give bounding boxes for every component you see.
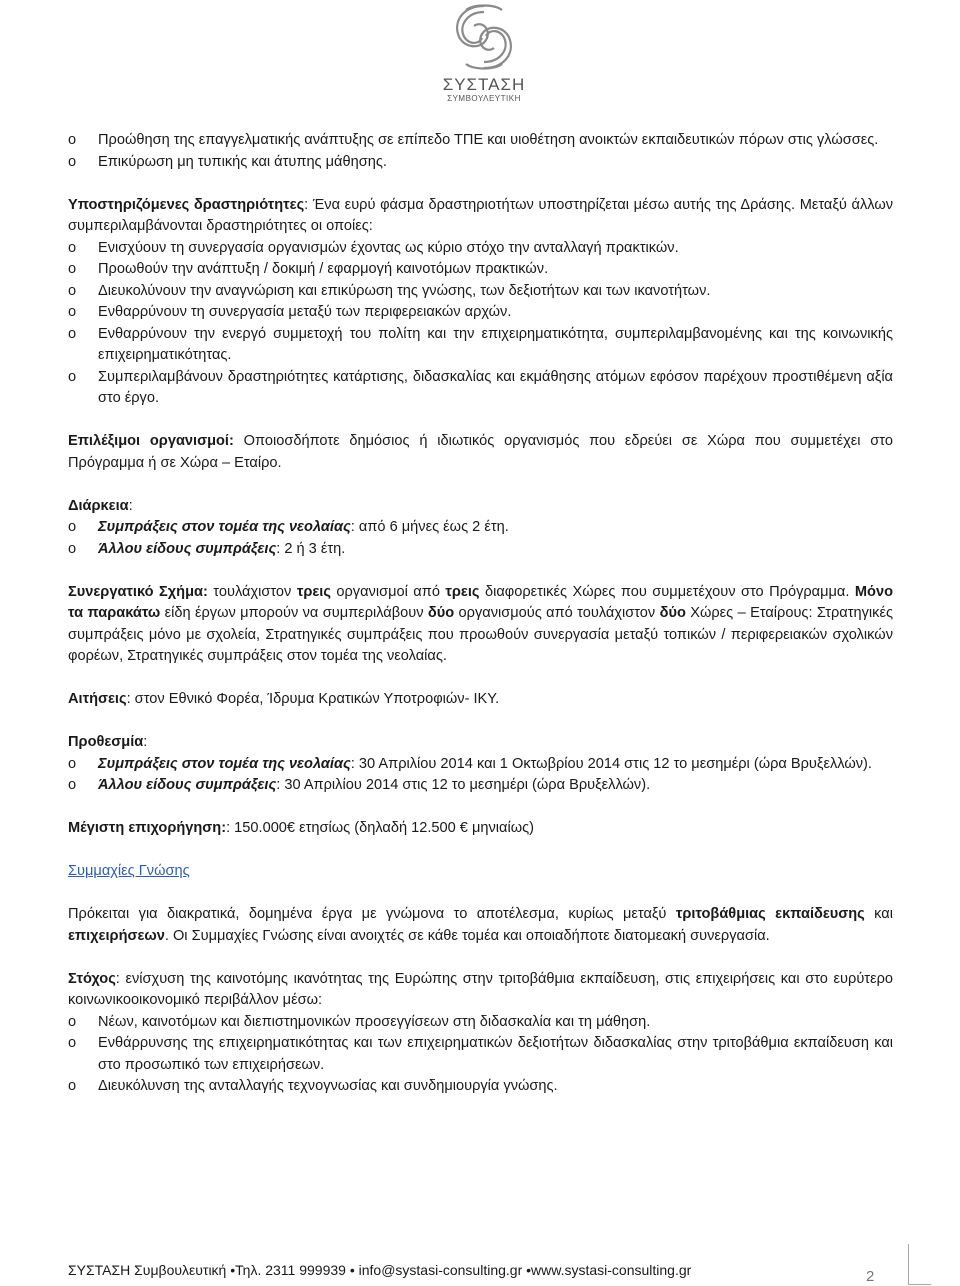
list-item	[68, 259, 893, 281]
bullet-glyph: o	[68, 304, 77, 320]
eligible-organisations-paragraph	[68, 431, 893, 474]
duration-item-emphasis: Άλλου είδους συμπράξεις	[98, 540, 277, 557]
scheme-bold: δύο	[427, 605, 455, 621]
list-item-text: Προώθηση της επαγγελματικής ανάπτυξης σε επίπεδο ΤΠΕ και υιοθέτηση ανοικτών εκπαιδευτικών πόρων στις γλώσσες.	[98, 132, 879, 148]
partnership-scheme-paragraph	[68, 582, 893, 668]
bullet-glyph: o	[68, 282, 77, 299]
list-item-text: Ενθάρρυνσης της επιχειρηματικότητας και των επιχειρηματικών δεξιοτήτων διδασκαλίας στην τριτοβάθμια εκπαίδευση και στο προσωπικό των επιχειρήσεων.	[98, 1035, 893, 1073]
eligible-text: Οποιοσδήποτε δημόσιος ή ιδιωτικός οργανισμός που εδρεύει σε Χώρα που συμμετέχει στο Πρόγραμμα ή σε Χώρα – Εταίρο.	[68, 433, 893, 471]
list-item	[68, 130, 893, 152]
list-item	[68, 281, 893, 303]
knowledge-bold: τριτοβάθμιας εκπαίδευσης	[675, 906, 865, 922]
list-item-text: Ενθαρρύνουν την ενεργό συμμετοχή του πολίτη και την επιχειρηματικότητα, συμπεριλαμβανομένης και της κοινωνικής επιχειρηματικότητας.	[98, 325, 893, 363]
list-item-text: Διευκολύνουν την αναγνώριση και επικύρωση της γνώσης, των δεξιοτήτων και των ικανοτήτων.	[98, 282, 711, 299]
list-item	[68, 1076, 893, 1098]
deadline-item-text: : 30 Απριλίου 2014 και 1 Οκτωβρίου 2014 στις 12 το μεσημέρι (ώρα Βρυξελλών).	[350, 755, 872, 772]
goal-text: : ενίσχυση της καινοτόμης ικανότητας της Ευρώπης στην τριτοβάθμια εκπαίδευση, στις επιχειρήσεις και στο ευρύτερο κοινωνικοοικονομικό περιβάλλον μέσω:	[68, 970, 893, 1008]
list-item	[68, 302, 893, 324]
scheme-bold: δύο	[659, 605, 686, 621]
scheme-text: οργανισμούς από τουλάχιστον	[454, 605, 660, 621]
logo-mark-icon	[444, 0, 524, 74]
goal-label: Στόχος	[68, 970, 116, 987]
scheme-text: είδη έργων μπορούν να συμπεριλάβουν	[160, 605, 428, 621]
knowledge-alliances-paragraph	[68, 904, 893, 947]
duration-item-emphasis: Συμπράξεις στον τομέα της νεολαίας	[98, 519, 351, 535]
logo-name: ΣΥΣΤΑΣΗ	[442, 75, 526, 94]
list-item	[68, 754, 893, 776]
applications-text: : στον Εθνικό Φορέα, Ίδρυμα Κρατικών Υποτροφιών- ΙΚΥ.	[126, 691, 500, 707]
deadline-item-emphasis: Άλλου είδους συμπράξεις	[98, 777, 277, 793]
knowledge-text: και	[864, 906, 893, 922]
duration-item-text: : από 6 μήνες έως 2 έτη.	[350, 519, 509, 535]
logo-subtitle: ΣΥΜΒΟΥΛΕΥΤΙΚΗ	[447, 94, 521, 103]
deadline-label: Προθεσμία	[68, 734, 144, 750]
scheme-label: Συνεργατικό Σχήμα:	[68, 583, 208, 600]
company-logo	[438, 0, 530, 108]
list-item	[68, 367, 893, 410]
deadline-item-emphasis: Συμπράξεις στον τομέα της νεολαίας	[98, 755, 351, 772]
duration-colon: :	[128, 497, 133, 514]
scheme-text: Χώρες – Εταίρους: Στρατηγικές συμπράξεις μόνο με σχολεία, Στρατηγικές συμπράξεις που προωθούν συνεργασία μεταξύ τοπικών / περιφερειακών σχολικών φορέων, Στρατηγικές συμπράξεις στον τομέα της νεολαίας.	[68, 605, 893, 664]
list-item-text: Ενισχύουν τη συνεργασία οργανισμών έχοντας ως κύριο στόχο την ανταλλαγή πρακτικών.	[98, 239, 679, 256]
page-corner-decoration	[908, 1244, 931, 1285]
bullet-glyph: o	[68, 540, 77, 557]
document-body	[68, 130, 893, 1098]
list-item	[68, 517, 893, 539]
max-grant-paragraph	[68, 818, 893, 840]
list-item	[68, 539, 893, 561]
list-item	[68, 1012, 893, 1034]
scheme-text: διαφορετικές Χώρες που συμμετέχουν στο Πρόγραμμα.	[479, 583, 855, 600]
bullet-glyph: o	[68, 368, 77, 385]
list-item-text: Διευκόλυνση της ανταλλαγής τεχνογνωσίας και συνδημιουργία γνώσης.	[98, 1078, 558, 1094]
bullet-glyph: o	[68, 239, 77, 256]
bullet-glyph: o	[68, 132, 77, 148]
list-item	[68, 238, 893, 260]
knowledge-alliances-heading: Συμμαχίες Γνώσης	[68, 863, 190, 879]
duration-label: Διάρκεια	[68, 497, 129, 514]
scheme-bold: τρεις	[445, 583, 480, 600]
bullet-glyph: o	[68, 261, 77, 277]
list-item	[68, 324, 893, 367]
max-grant-label: Μέγιστη επιχορήγηση:	[68, 820, 227, 836]
list-item-text: Ενθαρρύνουν τη συνεργασία μεταξύ των περιφερειακών αρχών.	[98, 304, 512, 320]
bullet-glyph: o	[68, 1013, 77, 1030]
bullet-glyph: o	[68, 1078, 77, 1094]
duration-heading	[68, 496, 893, 518]
duration-item-text: : 2 ή 3 έτη.	[276, 540, 346, 557]
deadline-colon: :	[143, 734, 148, 750]
list-item-text: Συμπεριλαμβάνουν δραστηριότητες κατάρτισης, διδασκαλίας και εκμάθησης ατόμων εφόσον παρέχουν προστιθέμενη αξία στο έργο.	[98, 368, 893, 406]
bullet-glyph: o	[68, 777, 77, 793]
supported-activities-paragraph	[68, 195, 893, 238]
scheme-bold: Μόνο τα παρακάτω	[68, 583, 893, 621]
list-item-text: Προωθούν την ανάπτυξη / δοκιμή / εφαρμογή καινοτόμων πρακτικών.	[98, 261, 549, 277]
supported-activities-text: : Ένα ευρύ φάσμα δραστηριοτήτων υποστηρίζεται μέσω αυτής της Δράσης. Μεταξύ άλλων συμπεριλαμβάνονται δραστηριότητες οι οποίες:	[68, 196, 894, 234]
bullet-glyph: o	[68, 325, 77, 342]
list-item-text: Επικύρωση μη τυπικής και άτυπης μάθησης.	[98, 153, 387, 170]
scheme-text: τουλάχιστον	[207, 583, 297, 600]
max-grant-text: : 150.000€ ετησίως (δηλαδή 12.500 € μηνιαίως)	[226, 820, 535, 836]
applications-label: Αιτήσεις	[68, 691, 127, 707]
applications-paragraph	[68, 689, 893, 711]
list-item	[68, 1033, 893, 1076]
scheme-text: οργανισμοί από	[330, 583, 446, 600]
page-footer: ΣΥΣΤΑΣΗ Συμβουλευτική •Τηλ. 2311 999939 • info@systasi-consulting.gr •www.systasi-consulting.gr	[68, 1262, 692, 1278]
list-item	[68, 152, 893, 174]
deadline-item-text: : 30 Απριλίου 2014 στις 12 το μεσημέρι (ώρα Βρυξελλών).	[276, 777, 651, 793]
bullet-glyph: o	[68, 153, 77, 170]
list-item-text: Νέων, καινοτόμων και διεπιστημονικών προσεγγίσεων στη διδασκαλία και τη μάθηση.	[98, 1013, 651, 1030]
section-title	[68, 861, 893, 883]
scheme-bold: τρεις	[296, 583, 331, 600]
knowledge-text: . Οι Συμμαχίες Γνώσης είναι ανοιχτές σε κάθε τομέα και οποιαδήποτε διατομεακή συνεργασία.	[164, 927, 770, 944]
bullet-glyph: o	[68, 1035, 77, 1051]
eligible-label: Επιλέξιμοι οργανισμοί:	[68, 433, 234, 449]
page-number: 2	[866, 1268, 875, 1285]
deadline-heading	[68, 732, 893, 754]
goal-paragraph	[68, 969, 893, 1012]
knowledge-text: Πρόκειται για διακρατικά, δομημένα έργα με γνώμονα το αποτέλεσμα, κυρίως μεταξύ	[68, 906, 676, 922]
bullet-glyph: o	[68, 755, 77, 772]
supported-activities-label: Υποστηριζόμενες δραστηριότητες	[68, 196, 305, 213]
knowledge-bold: επιχειρήσεων	[68, 927, 165, 944]
list-item	[68, 775, 893, 797]
bullet-glyph: o	[68, 519, 77, 535]
